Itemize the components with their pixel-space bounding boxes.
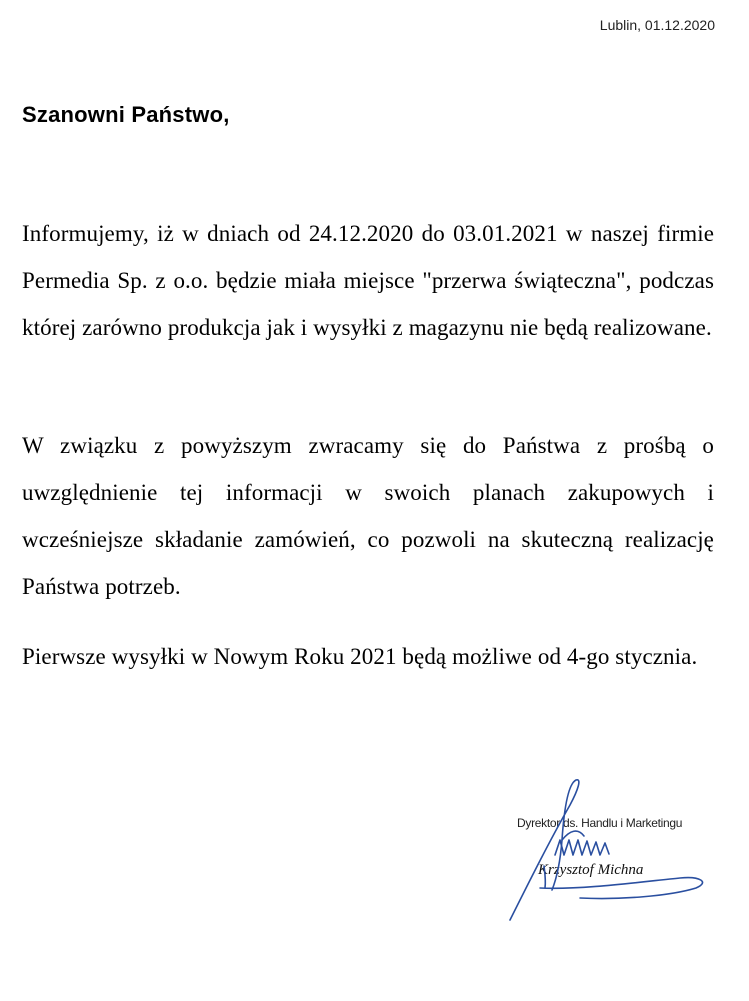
paragraph-holiday-break: Informujemy, iż w dniach od 24.12.2020 do 03.01.2021 w naszej firmie Permedia Sp. z o.o. będzie miała miejsce "przerwa świąteczna", podczas której zarówno produkcja jak i wysyłki z magazynu nie będą realizowane. (22, 221, 714, 340)
date-line: Lublin, 01.12.2020 (599, 17, 715, 33)
signature-block (500, 770, 730, 930)
signature-strokes (510, 780, 703, 920)
salutation: Szanowni Państwo, (22, 102, 230, 127)
handwritten-signature (500, 770, 730, 930)
paragraph-first-shipments: Pierwsze wysyłki w Nowym Roku 2021 będą możliwe od 4-go stycznia. (22, 644, 698, 669)
signature-name: Krzysztof Michna (538, 862, 644, 878)
signature-title: Dyrektor ds. Handlu i Marketingu (517, 816, 683, 830)
paragraph-request: W związku z powyższym zwracamy się do Państwa z prośbą o uwzględnienie tej informacji w swoich planach zakupowych i wcześniejsze składanie zamówień, co pozwoli na skuteczną realizację Państwa potrzeb. (22, 433, 714, 599)
